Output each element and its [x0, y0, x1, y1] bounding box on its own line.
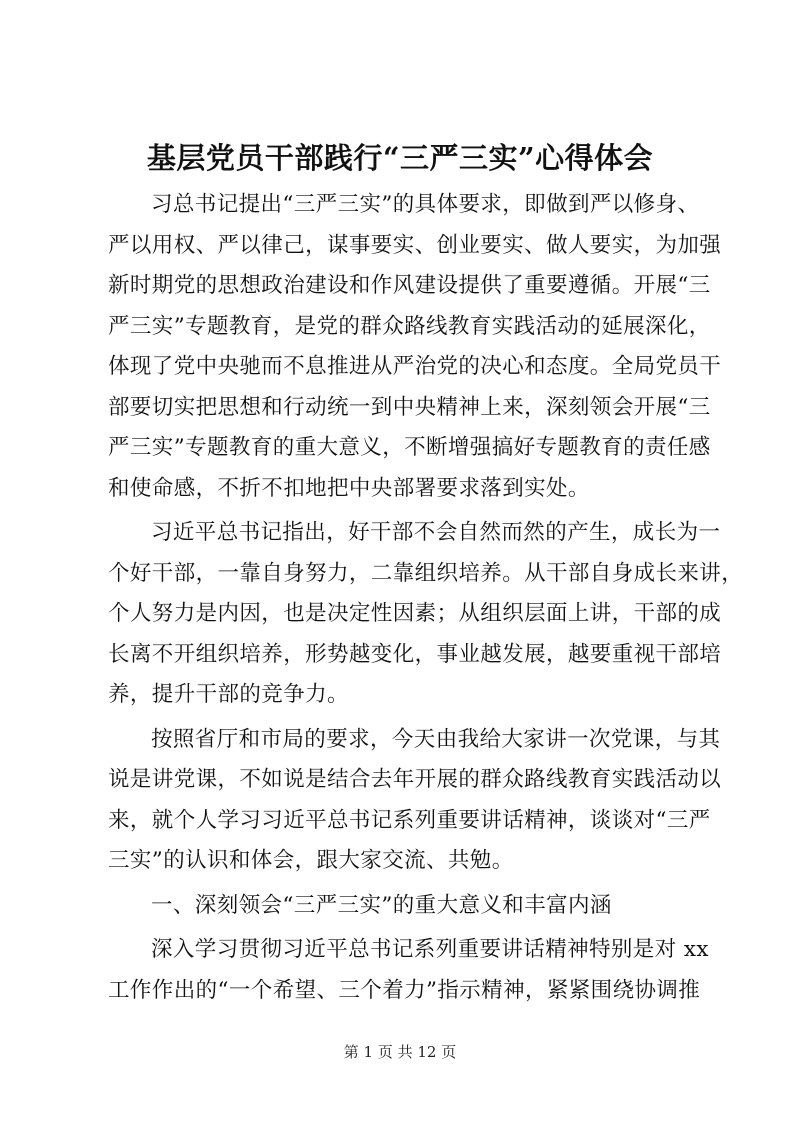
paragraph: [108, 513, 744, 716]
paragraph-line: 说是讲党课，不如说是结合去年开展的群众路线教育实践活动以: [108, 767, 722, 792]
paragraph-line: 新时期党的思想政治建设和作风建设提供了重要遵循。开展“三: [108, 273, 711, 298]
paragraph: [108, 930, 708, 1011]
paragraph-line: 严三实”专题教育，是党的群众路线教育实践活动的延展深化，: [108, 313, 711, 339]
section-heading: [108, 886, 708, 927]
paragraph-line: 按照省厅和市局的要求，今天由我给大家讲一次党课，与其: [151, 726, 721, 752]
paragraph-line: 工作作出的“一个希望、三个着力”指示精神，紧紧围绕协调推: [108, 977, 701, 1003]
page-number-footer: 第 1 页 共 12 页: [343, 1043, 457, 1061]
paragraph-line: 严三实”专题教育的重大意义，不断增强搞好专题教育的责任感: [108, 435, 711, 460]
paragraph-line: 长离不开组织培养，形势越变化，事业越发展，越要重视干部培: [108, 641, 722, 667]
paragraph-line: 部要切实把思想和行动统一到中央精神上来，深刻领会开展“三: [108, 394, 711, 420]
paragraph-line: 深入学习贯彻习近平总书记系列重要讲话精神特别是对 xx: [151, 937, 709, 962]
paragraph-line: 习近平总书记指出，好干部不会自然而然的产生，成长为一: [151, 520, 721, 545]
paragraph-line: 来，就个人学习习近平总书记系列重要讲话精神，谈谈对“三严: [108, 807, 711, 833]
section-heading-line: 一、深刻领会“三严三实”的重大意义和丰富内涵: [151, 892, 612, 918]
paragraph: [108, 185, 722, 509]
document-body: [108, 185, 744, 1015]
document-title: 基层党员干部践行“三严三实”心得体会: [146, 141, 654, 175]
paragraph-line: 严以用权、严以律己，谋事要实、创业要实、做人要实，为加强: [108, 232, 722, 258]
paragraph-line: 体现了党中央驰而不息推进从严治党的决心和态度。全局党员干: [108, 354, 722, 379]
paragraph: [108, 720, 722, 882]
paragraph-line: 三实”的认识和体会，跟大家交流、共勉。: [108, 848, 514, 873]
paragraph-line: 养，提升干部的竞争力。: [108, 682, 349, 707]
paragraph-line: 个人努力是内因，也是决定性因素；从组织层面上讲，干部的成: [108, 601, 722, 626]
paragraph-line: 和使命感，不折不扣地把中央部署要求落到实处。: [108, 475, 590, 501]
paragraph-line: 习总书记提出“三严三实”的具体要求，即做到严以修身、: [151, 192, 700, 217]
paragraph-line: 个好干部，一靠自身努力，二靠组织培养。从干部自身成长来讲，: [108, 560, 744, 586]
